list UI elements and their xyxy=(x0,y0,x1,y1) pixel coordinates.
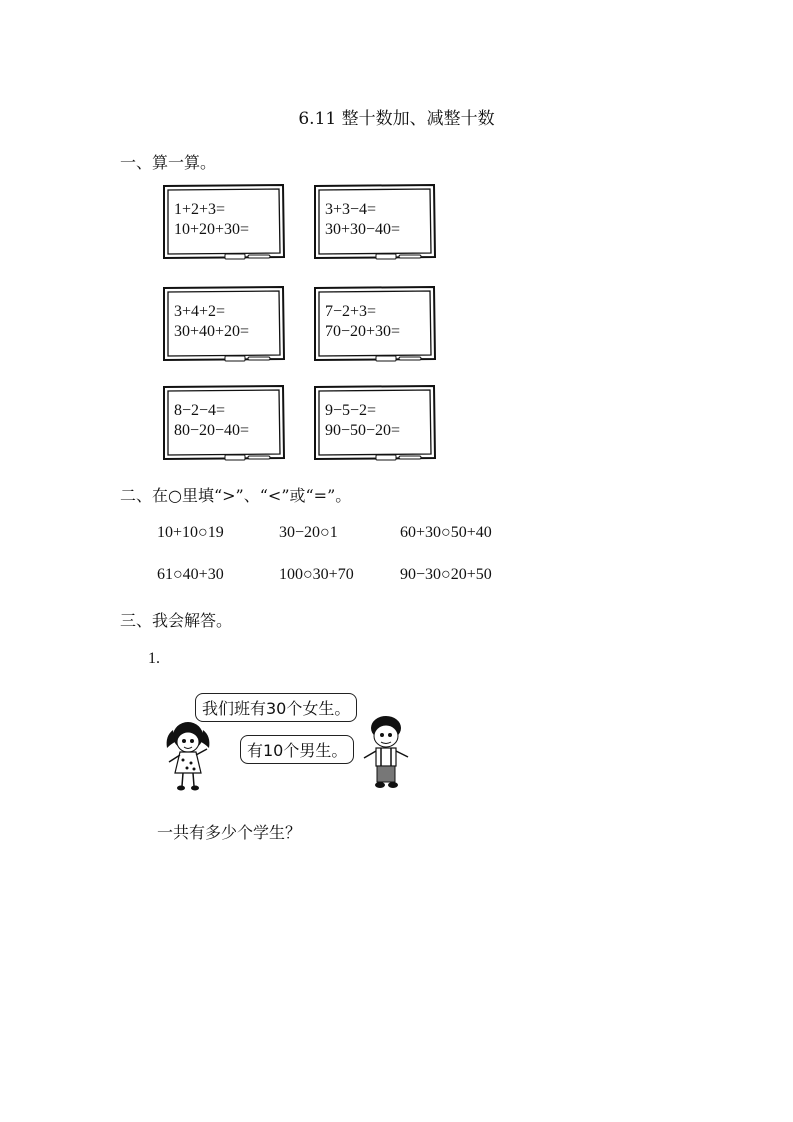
board-expression-1: 1+2+3= xyxy=(174,201,226,218)
chalkboard-5 xyxy=(162,385,284,459)
board-expression-1: 7−2+3= xyxy=(325,303,377,320)
page-title: 6.11 整十数加、减整十数 xyxy=(298,109,495,129)
board-expression-2: 30+30−40= xyxy=(325,221,401,238)
compare-item-5: 100○30+70 xyxy=(279,566,354,583)
girl-speech-bubble: 我们班有30个女生。 xyxy=(195,693,357,722)
boy-cartoon-icon xyxy=(358,712,414,792)
chalkboard-4 xyxy=(313,286,435,360)
board-expression-1: 8−2−4= xyxy=(174,402,226,419)
compare-item-6: 90−30○20+50 xyxy=(400,566,492,583)
chalkboard-3 xyxy=(162,286,284,360)
board-expression-2: 90−50−20= xyxy=(325,422,401,439)
board-expression-1: 3+4+2= xyxy=(174,303,226,320)
chalkboard-6 xyxy=(313,385,435,459)
chalkboard-2 xyxy=(313,184,435,258)
section3-heading: 三、我会解答。 xyxy=(120,611,233,630)
board-expression-2: 80−20−40= xyxy=(174,422,250,439)
compare-item-4: 61○40+30 xyxy=(157,566,224,583)
compare-item-3: 60+30○50+40 xyxy=(400,524,492,541)
question-text: 一共有多少个学生？ xyxy=(157,823,302,842)
compare-item-2: 30−20○1 xyxy=(279,524,338,541)
section2-heading: 二、在○里填“>”、“<”或“=”。 xyxy=(120,486,352,505)
board-expression-2: 30+40+20= xyxy=(174,323,250,340)
board-expression-2: 70−20+30= xyxy=(325,323,401,340)
board-expression-2: 10+20+30= xyxy=(174,221,250,238)
chalkboard-1 xyxy=(162,184,284,258)
board-expression-1: 9−5−2= xyxy=(325,402,377,419)
compare-item-1: 10+10○19 xyxy=(157,524,224,541)
board-expression-1: 3+3−4= xyxy=(325,201,377,218)
section1-heading: 一、算一算。 xyxy=(120,153,217,172)
question-number: 1. xyxy=(148,650,160,667)
girl-cartoon-icon xyxy=(163,718,213,794)
boy-speech-bubble: 有10个男生。 xyxy=(240,735,354,764)
